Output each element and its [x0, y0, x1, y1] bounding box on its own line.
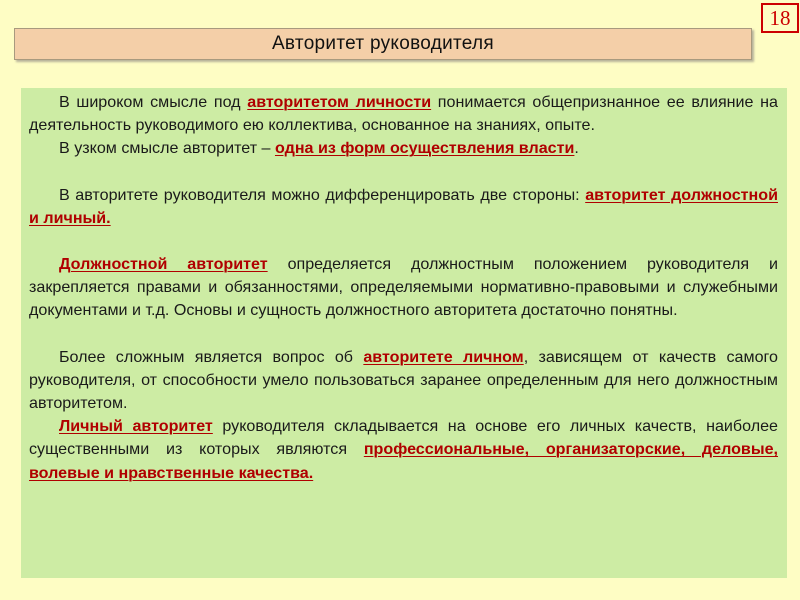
text: определяется должностным положением руководителя и закрепляется правами и обязанностями, определяемыми нормативно-правовыми и служебными документами и т.д. Основы и сущность должностного авторитета достаточно понятны. [29, 255, 779, 320]
text: Более сложным является вопрос об [59, 347, 364, 366]
highlight-term: Должностной авторитет [59, 255, 268, 274]
text: . [574, 139, 579, 158]
slide-number: 18 [761, 3, 799, 33]
paragraph-official-authority [29, 253, 778, 323]
paragraph-narrow-sense [29, 137, 778, 160]
paragraph-broad-sense [29, 91, 778, 137]
text: В широком смысле под [59, 93, 248, 111]
text: , зависящем от качеств самого руководителя, от способности умело пользоваться заранее определенным для него должностным авторитетом. [29, 347, 778, 413]
highlight-term: Личный авторитет [59, 417, 213, 436]
text: понимается общепризнанное ее влияние на деятельность руководимого ею коллектива, основанное на знаниях, опыте. [29, 93, 778, 135]
text: В авторитете руководителя можно дифференцировать две стороны: [59, 185, 586, 204]
slide-title: Авторитет руководителя [271, 33, 495, 54]
title-banner [14, 28, 752, 60]
highlight-term: авторитете личном [363, 347, 524, 366]
highlight-term: авторитет должностной и личный. [29, 185, 778, 227]
text: руководителя складывается на основе его личных качеств, наиболее существенными из которых являются [29, 417, 779, 459]
paragraph-two-sides [29, 184, 778, 230]
paragraph-personal-question [29, 346, 778, 416]
paragraph-personal-authority [29, 415, 778, 485]
text: В узком смысле авторитет – [59, 139, 275, 158]
highlight-term: одна из форм осуществления власти [274, 139, 575, 158]
highlight-term: профессиональные, организаторские, деловые, волевые и нравственные качества. [29, 440, 778, 482]
highlight-term: авторитетом личности [247, 93, 432, 111]
content-panel [21, 88, 787, 578]
